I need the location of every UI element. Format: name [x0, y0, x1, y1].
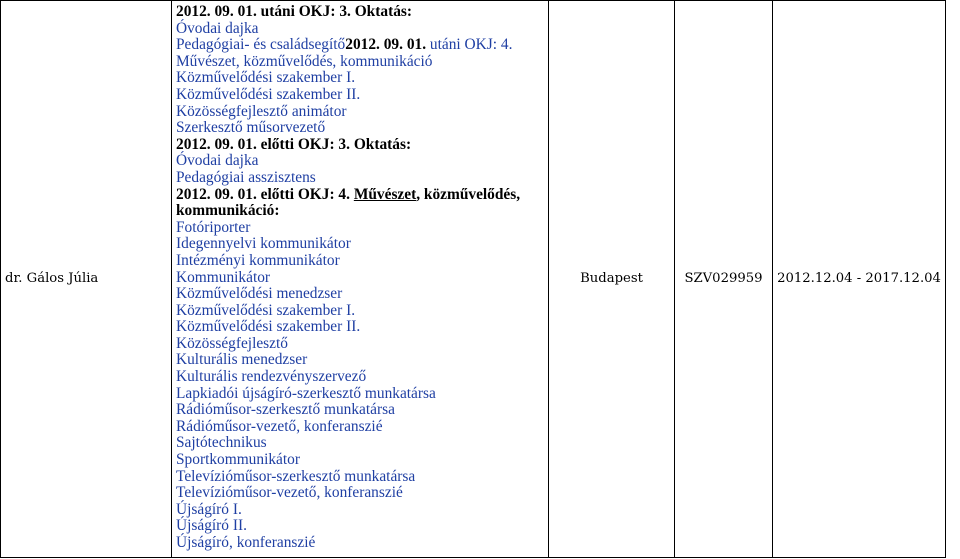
- qualification-line: [176, 386, 544, 403]
- qualification-text: Közösségfejlesztő animátor: [176, 102, 347, 120]
- qualification-text: Közművelődési menedzser: [176, 285, 343, 303]
- qualification-text: Lapkiadói újságíró-szerkesztő munkatársa: [176, 384, 436, 402]
- qualification-text: 2012. 09. 01. előtti OKJ: 4.: [176, 185, 354, 203]
- qualification-text: 2012. 09. 01. előtti OKJ: 3. Oktatás:: [176, 135, 412, 153]
- qualification-text: Szerkesztő műsorvezető: [176, 119, 326, 137]
- city: Budapest: [580, 270, 643, 286]
- qualification-line: [176, 104, 544, 121]
- qualification-text: Sportkommunikátor: [176, 451, 300, 469]
- qualification-line: [176, 220, 544, 237]
- qualification-line: [176, 21, 544, 38]
- qualification-text: 2012. 09. 01.: [345, 36, 427, 54]
- qualification-text: Rádióműsor-vezető, konferanszié: [176, 417, 383, 435]
- qualification-text: Idegennyelvi kommunikátor: [176, 235, 351, 253]
- qualification-line: [176, 236, 544, 253]
- qualification-text: kommunikáció:: [176, 202, 280, 220]
- qualification-line: [176, 4, 544, 21]
- qualification-line: [176, 319, 544, 336]
- qualification-line: [176, 402, 544, 419]
- qualification-line: [176, 336, 544, 353]
- qualification-text: Sajtótechnikus: [176, 434, 267, 452]
- expert-name-cell: [1, 1, 172, 558]
- qualification-text: Óvodai dajka: [176, 19, 259, 37]
- registration-cell: [675, 1, 773, 558]
- qualification-text: Kulturális rendezvényszervező: [176, 368, 367, 386]
- qualification-text: Pedagógiai- és családsegítő: [176, 36, 346, 54]
- qualification-line: [176, 87, 544, 104]
- qualification-text: Újságíró II.: [176, 517, 247, 535]
- qualification-line: [176, 535, 544, 552]
- qualification-line: [176, 170, 544, 187]
- qualification-line: [176, 203, 544, 220]
- table-row: [1, 1, 946, 558]
- city-cell: [549, 1, 675, 558]
- qualification-text: Intézményi kommunikátor: [176, 251, 340, 269]
- qualification-text: Óvodai dajka: [176, 152, 259, 170]
- qualification-line: [176, 419, 544, 436]
- qualification-text: Művészet, közművelődés, kommunikáció: [176, 52, 433, 70]
- validity-period: 2012.12.04 - 2017.12.04: [777, 270, 941, 286]
- qualification-text: Közművelődési szakember I.: [176, 301, 356, 319]
- qualification-text: Művészet: [353, 185, 417, 203]
- qualification-line: [176, 452, 544, 469]
- qualification-text: Közművelődési szakember II.: [176, 318, 361, 336]
- qualification-text: Újságíró I.: [176, 500, 242, 518]
- qualification-line: [176, 153, 544, 170]
- qualification-line: [176, 352, 544, 369]
- validity-period-cell: [773, 1, 946, 558]
- qualification-line: [176, 37, 544, 54]
- qualification-text: Rádióműsor-szerkesztő munkatársa: [176, 401, 395, 419]
- qualification-line: [176, 435, 544, 452]
- qualification-text: Közösségfejlesztő: [176, 334, 288, 352]
- qualification-line: [176, 469, 544, 486]
- qualification-line: [176, 187, 544, 204]
- qualification-line: [176, 253, 544, 270]
- qualification-text: Kommunikátor: [176, 268, 271, 286]
- qualification-text: , közművelődés,: [416, 185, 521, 203]
- qualification-line: [176, 518, 544, 535]
- qualification-line: [176, 270, 544, 287]
- qualification-line: [176, 70, 544, 87]
- qualification-line: [176, 502, 544, 519]
- qualification-text: utáni OKJ: 4.: [426, 36, 513, 54]
- qualification-text: Pedagógiai asszisztens: [176, 168, 316, 186]
- qualification-line: [176, 120, 544, 137]
- qualification-text: Televízióműsor-szerkesztő munkatársa: [176, 467, 416, 485]
- qualification-line: [176, 485, 544, 502]
- expert-name: dr. Gálos Júlia: [5, 270, 99, 286]
- qualification-text: Közművelődési szakember II.: [176, 85, 361, 103]
- qualifications-list: [176, 4, 544, 552]
- qualification-text: 2012. 09. 01. utáni OKJ: 3. Oktatás:: [176, 3, 412, 20]
- qualifications-cell: [172, 1, 549, 558]
- qualification-text: Fotóriporter: [176, 218, 251, 236]
- qualification-line: [176, 137, 544, 154]
- registration-number: SZV029959: [684, 270, 763, 286]
- qualification-text: Kulturális menedzser: [176, 351, 308, 369]
- qualification-line: [176, 286, 544, 303]
- qualification-line: [176, 54, 544, 71]
- qualification-text: Újságíró, konferanszié: [176, 534, 316, 551]
- qualification-line: [176, 303, 544, 320]
- qualification-text: Televízióműsor-vezető, konferanszié: [176, 484, 403, 502]
- qualification-text: Közművelődési szakember I.: [176, 69, 356, 87]
- qualification-line: [176, 369, 544, 386]
